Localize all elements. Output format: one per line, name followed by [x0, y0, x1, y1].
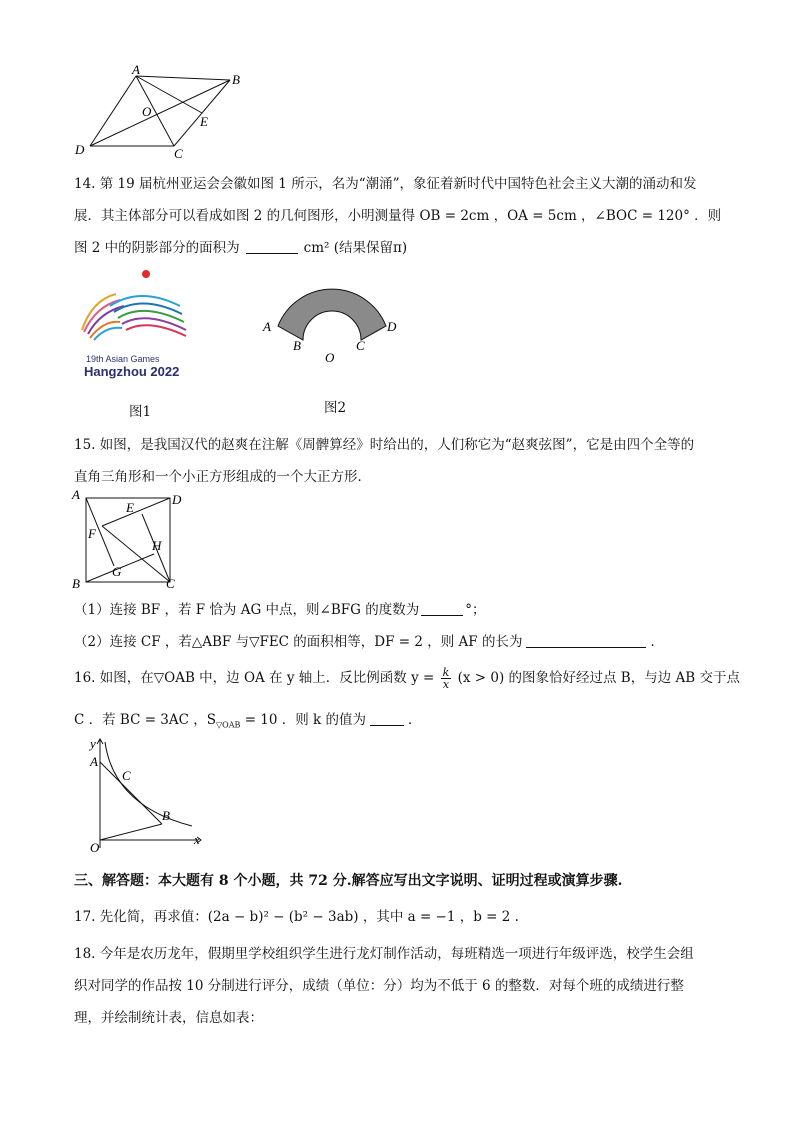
fig15-label-G: G	[112, 564, 122, 579]
q16-frac-num: k	[442, 666, 450, 679]
q15-sub2-text: （2）连接 CF ，若△ABF 与▽FEC 的面积相等，DF = 2 ，则 AF 的长为	[74, 634, 523, 650]
q15-line1: 15. 如图，是我国汉代的赵爽在注解《周髀算经》时给出的，人们称它为“赵爽弦图”，它是由四个全等的	[74, 437, 695, 453]
asian-games-logo	[70, 262, 200, 387]
q14-line3-text: 图 2 中的阴影部分的面积为	[74, 240, 240, 256]
label-B: B	[232, 72, 240, 87]
q16-answer-blank[interactable]	[370, 711, 404, 726]
q15-sub1-end: °；	[465, 602, 486, 618]
label-A: A	[132, 62, 140, 77]
q17-text: 17. 先化简，再求值：(2a − b)² − (b² − 3ab) ，其中 a = −1 ，b = 2 .	[74, 909, 519, 925]
q15-sub2-blank[interactable]	[526, 633, 646, 648]
q16-frac-den: x	[442, 678, 450, 691]
q18-line3: 理，并绘制统计表，信息如表：	[74, 1010, 263, 1026]
logo-text-hangzhou: Hangzhou 2022	[84, 364, 180, 379]
q14-line3	[74, 236, 407, 256]
figure1-caption: 图1	[129, 404, 152, 420]
q14-line1: 14. 第 19 届杭州亚运会会徽如图 1 所示，名为“潮涌”，象征着新时代中国特色社会主义大潮的涌动和发	[74, 176, 697, 192]
graph-label-O: O	[90, 840, 100, 854]
fig15-label-A: A	[72, 487, 80, 502]
fig15-label-D: D	[172, 492, 182, 507]
q16-line2-text2: = 10 ．则 k 的值为	[244, 712, 367, 728]
q16-line1-text: 16. 如图，在▽OAB 中，边 OA 在 y 轴上．反比例函数 y =	[74, 670, 435, 686]
graph-label-A: A	[90, 754, 98, 769]
logo-text-games: 19th Asian Games	[86, 354, 160, 364]
q14-answer-blank[interactable]	[246, 239, 298, 254]
fig15-label-E: E	[126, 500, 134, 515]
fig15-label-F: F	[88, 526, 96, 541]
q15-sub1	[74, 598, 485, 618]
q16-line2-text: C ．若 BC = 3AC ，S	[74, 712, 217, 728]
q18-line2: 织对同学的作品按 10 分制进行评分，成绩（单位：分）均为不低于 6 的整数．对每个班的成绩进行整	[74, 978, 684, 994]
parallelogram-figure	[70, 62, 260, 162]
q18-line1: 18. 今年是农历龙年，假期里学校组织学生进行龙灯制作活动，每班精选一项进行年级评选，校学生会组	[74, 946, 694, 962]
label-E: E	[200, 114, 208, 129]
section-3-heading: 三、解答题：本大题有 8 个小题，共 72 分.解答应写出文字说明、证明过程或演算步骤.	[74, 873, 623, 889]
q16-area-subscript: ▽OAB	[216, 720, 241, 730]
q14-line3-unit: cm² (结果保留π)	[303, 240, 408, 256]
q16-line2	[74, 708, 422, 730]
q15-sub2-end: ．	[650, 634, 664, 650]
q15-sub1-blank[interactable]	[421, 601, 463, 616]
q16-line1-text2: (x > 0) 的图象恰好经过点 B，与边 AB 交于点	[457, 670, 740, 686]
graph-label-C: C	[122, 768, 131, 783]
q15-line2: 直角三角形和一个小正方形组成的一个大正方形．	[74, 469, 371, 485]
label-C: C	[174, 146, 183, 161]
fig2-label-C: C	[356, 338, 365, 353]
graph-label-x: x	[194, 832, 200, 847]
annular-sector-figure	[258, 278, 408, 368]
fig15-label-B: B	[72, 576, 80, 591]
fig2-label-D: D	[387, 319, 397, 334]
graph-label-B: B	[162, 808, 170, 823]
q16-line2-end: ．	[408, 712, 422, 728]
fig2-label-O: O	[325, 350, 335, 365]
label-O: O	[142, 104, 152, 119]
q15-sub2	[74, 630, 664, 650]
q15-sub1-text: （1）连接 BF ，若 F 恰为 AG 中点，则∠BFG 的度数为	[74, 602, 420, 618]
graph-label-y: y	[90, 736, 96, 751]
fig15-label-H: H	[152, 538, 162, 553]
fig2-label-B: B	[293, 338, 301, 353]
fig15-label-C: C	[166, 576, 175, 591]
q14-line2: 展．其主体部分可以看成如图 2 的几何图形，小明测量得 OB = 2cm ，OA = 5cm ，∠BOC = 120° ．则	[74, 208, 722, 224]
inverse-function-graph	[70, 736, 210, 854]
zhao-shuang-figure	[68, 486, 188, 594]
q16-line1	[74, 666, 740, 690]
label-D: D	[75, 142, 85, 157]
fig2-label-A: A	[263, 319, 271, 334]
figure2-caption: 图2	[324, 400, 347, 416]
q16-fraction	[441, 667, 452, 690]
